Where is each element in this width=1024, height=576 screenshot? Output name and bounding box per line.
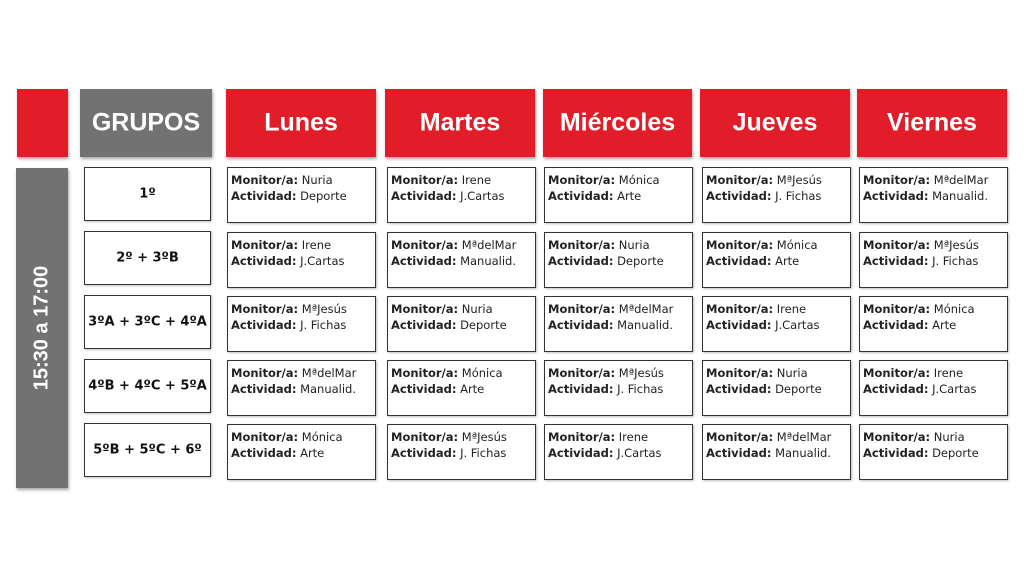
activity-line <box>863 317 1007 333</box>
group-label: 3ºA + 3ºC + 4ºA <box>88 314 207 330</box>
monitor-line <box>231 172 375 188</box>
activity-name: Deporte <box>932 446 979 460</box>
activity-name: J.Cartas <box>617 446 662 460</box>
activity-line <box>706 445 850 461</box>
time-slot-label: 15:30 a 17:00 <box>30 265 53 391</box>
monitor-line <box>548 301 692 317</box>
activity-name: Manualid. <box>775 446 832 460</box>
activity-line <box>863 188 1007 204</box>
activity-label: Actividad: <box>231 189 297 203</box>
monitor-label: Monitor/a: <box>863 173 931 187</box>
activity-label: Actividad: <box>706 382 772 396</box>
monitor-label: Monitor/a: <box>863 366 931 380</box>
monitor-name: Irene <box>933 366 964 380</box>
activity-name: J.Cartas <box>775 318 820 332</box>
monitor-line <box>863 301 1007 317</box>
schedule-cell <box>702 296 851 352</box>
schedule-cell <box>859 232 1008 288</box>
activity-label: Actividad: <box>706 189 772 203</box>
monitor-name: Nuria <box>933 430 965 444</box>
monitor-name: Irene <box>776 302 807 316</box>
activity-name: J. Fichas <box>300 318 347 332</box>
monitor-name: MªJesús <box>776 173 822 187</box>
monitor-label: Monitor/a: <box>548 366 616 380</box>
monitor-label: Monitor/a: <box>231 430 299 444</box>
schedule-cell <box>387 167 536 223</box>
activity-label: Actividad: <box>706 254 772 268</box>
monitor-name: MªdelMar <box>461 238 517 252</box>
activity-line <box>391 445 535 461</box>
activity-name: Arte <box>775 254 800 268</box>
monitor-label: Monitor/a: <box>391 238 459 252</box>
activity-name: Arte <box>460 382 485 396</box>
monitor-line <box>231 237 375 253</box>
activity-label: Actividad: <box>863 446 929 460</box>
group-cell <box>84 423 211 477</box>
group-cell <box>84 359 211 413</box>
activity-line <box>548 381 692 397</box>
activity-line <box>231 253 375 269</box>
monitor-label: Monitor/a: <box>863 238 931 252</box>
activity-line <box>231 445 375 461</box>
monitor-line <box>706 172 850 188</box>
activity-label: Actividad: <box>231 382 297 396</box>
activity-name: Manualid. <box>932 189 989 203</box>
activity-name: Arte <box>300 446 325 460</box>
monitor-label: Monitor/a: <box>391 366 459 380</box>
activity-line <box>391 188 535 204</box>
activity-name: J.Cartas <box>300 254 345 268</box>
monitor-label: Monitor/a: <box>863 430 931 444</box>
monitor-name: MªJesús <box>933 238 979 252</box>
activity-label: Actividad: <box>863 382 929 396</box>
monitor-label: Monitor/a: <box>391 430 459 444</box>
activity-label: Actividad: <box>706 446 772 460</box>
monitor-line <box>706 365 850 381</box>
monitor-name: Mónica <box>776 238 818 252</box>
day-header-label: Martes <box>419 108 501 137</box>
monitor-name: MªdelMar <box>776 430 832 444</box>
schedule-cell <box>227 424 376 480</box>
day-header-label: Miércoles <box>559 108 676 137</box>
monitor-name: Irene <box>618 430 649 444</box>
monitor-label: Monitor/a: <box>706 302 774 316</box>
activity-line <box>548 317 692 333</box>
schedule-cell <box>387 296 536 352</box>
group-cell <box>84 167 211 221</box>
monitor-name: Nuria <box>461 302 493 316</box>
group-cell <box>84 295 211 349</box>
monitor-line <box>548 429 692 445</box>
activity-line <box>391 317 535 333</box>
activity-name: J. Fichas <box>775 189 822 203</box>
activity-label: Actividad: <box>231 446 297 460</box>
day-header-label: Jueves <box>732 108 818 137</box>
monitor-name: Irene <box>461 173 492 187</box>
activity-name: Manualid. <box>300 382 357 396</box>
activity-label: Actividad: <box>863 254 929 268</box>
monitor-name: Mónica <box>933 302 975 316</box>
monitor-line <box>391 429 535 445</box>
activity-label: Actividad: <box>548 382 614 396</box>
activity-label: Actividad: <box>391 382 457 396</box>
activity-line <box>231 317 375 333</box>
activity-line <box>548 253 692 269</box>
monitor-name: Irene <box>301 238 332 252</box>
monitor-line <box>706 301 850 317</box>
monitor-line <box>391 301 535 317</box>
monitor-name: MªdelMar <box>301 366 357 380</box>
activity-label: Actividad: <box>863 318 929 332</box>
activity-label: Actividad: <box>706 318 772 332</box>
monitor-name: Nuria <box>301 173 333 187</box>
activity-label: Actividad: <box>391 446 457 460</box>
activity-name: J. Fichas <box>932 254 979 268</box>
schedule-cell <box>544 296 693 352</box>
activity-line <box>548 445 692 461</box>
activity-line <box>706 188 850 204</box>
monitor-line <box>548 172 692 188</box>
activity-label: Actividad: <box>391 189 457 203</box>
day-header-label: Lunes <box>264 108 338 137</box>
activity-line <box>391 381 535 397</box>
activity-line <box>706 253 850 269</box>
activity-name: J. Fichas <box>617 382 664 396</box>
activity-name: Deporte <box>617 254 664 268</box>
schedule-cell <box>544 232 693 288</box>
group-label: 5ºB + 5ºC + 6º <box>93 442 202 458</box>
group-label: 2º + 3ºB <box>116 250 179 266</box>
monitor-label: Monitor/a: <box>548 173 616 187</box>
activity-label: Actividad: <box>231 318 297 332</box>
activity-line <box>706 381 850 397</box>
monitor-label: Monitor/a: <box>706 366 774 380</box>
group-cell <box>84 231 211 285</box>
activity-line <box>863 445 1007 461</box>
activity-name: Manualid. <box>460 254 517 268</box>
monitor-name: Nuria <box>776 366 808 380</box>
activity-name: Deporte <box>300 189 347 203</box>
monitor-name: Mónica <box>301 430 343 444</box>
monitor-name: MªdelMar <box>933 173 989 187</box>
activity-label: Actividad: <box>548 446 614 460</box>
activity-label: Actividad: <box>548 254 614 268</box>
schedule-cell <box>387 360 536 416</box>
schedule-cell <box>227 232 376 288</box>
activity-name: J.Cartas <box>932 382 977 396</box>
activity-name: J. Fichas <box>460 446 507 460</box>
monitor-label: Monitor/a: <box>231 238 299 252</box>
monitor-label: Monitor/a: <box>231 366 299 380</box>
activity-line <box>391 253 535 269</box>
schedule-cell <box>859 296 1008 352</box>
group-label: 1º <box>139 186 156 202</box>
schedule-cell <box>702 360 851 416</box>
monitor-line <box>706 429 850 445</box>
day-header-label: Viernes <box>887 108 977 137</box>
schedule-cell <box>702 167 851 223</box>
activity-label: Actividad: <box>231 254 297 268</box>
monitor-name: MªJesús <box>461 430 507 444</box>
schedule-cell <box>227 360 376 416</box>
schedule-cell <box>227 167 376 223</box>
day-header-wednesday <box>543 89 692 157</box>
groups-header-label: GRUPOS <box>91 108 201 137</box>
activity-line <box>706 317 850 333</box>
activity-name: J.Cartas <box>460 189 505 203</box>
activity-label: Actividad: <box>548 318 614 332</box>
monitor-line <box>548 237 692 253</box>
monitor-line <box>391 365 535 381</box>
monitor-label: Monitor/a: <box>391 302 459 316</box>
monitor-name: Mónica <box>461 366 503 380</box>
monitor-label: Monitor/a: <box>706 238 774 252</box>
monitor-name: Mónica <box>618 173 660 187</box>
day-header-thursday <box>700 89 850 157</box>
monitor-label: Monitor/a: <box>548 238 616 252</box>
monitor-line <box>548 365 692 381</box>
monitor-line <box>391 172 535 188</box>
activity-name: Deporte <box>775 382 822 396</box>
monitor-label: Monitor/a: <box>548 430 616 444</box>
monitor-line <box>231 365 375 381</box>
groups-header <box>80 89 212 157</box>
schedule-cell <box>387 424 536 480</box>
activity-line <box>231 188 375 204</box>
activity-label: Actividad: <box>391 254 457 268</box>
schedule-cell <box>544 360 693 416</box>
monitor-line <box>863 237 1007 253</box>
monitor-line <box>706 237 850 253</box>
monitor-label: Monitor/a: <box>863 302 931 316</box>
day-header-monday <box>226 89 376 157</box>
monitor-name: MªJesús <box>301 302 347 316</box>
monitor-name: Nuria <box>618 238 650 252</box>
monitor-label: Monitor/a: <box>231 173 299 187</box>
monitor-line <box>391 237 535 253</box>
schedule-cell <box>859 360 1008 416</box>
activity-line <box>863 381 1007 397</box>
schedule-cell <box>544 424 693 480</box>
monitor-line <box>863 429 1007 445</box>
activity-name: Arte <box>932 318 957 332</box>
monitor-line <box>863 365 1007 381</box>
monitor-name: MªJesús <box>618 366 664 380</box>
activity-name: Manualid. <box>617 318 674 332</box>
activity-line <box>548 188 692 204</box>
monitor-name: MªdelMar <box>618 302 674 316</box>
monitor-label: Monitor/a: <box>548 302 616 316</box>
monitor-line <box>863 172 1007 188</box>
group-label: 4ºB + 4ºC + 5ºA <box>88 378 207 394</box>
day-header-friday <box>857 89 1007 157</box>
monitor-line <box>231 301 375 317</box>
activity-label: Actividad: <box>548 189 614 203</box>
activity-label: Actividad: <box>863 189 929 203</box>
schedule-cell <box>387 232 536 288</box>
schedule-cell <box>544 167 693 223</box>
activity-name: Deporte <box>460 318 507 332</box>
monitor-label: Monitor/a: <box>231 302 299 316</box>
schedule-cell <box>859 167 1008 223</box>
activity-line <box>863 253 1007 269</box>
monitor-line <box>231 429 375 445</box>
schedule-cell <box>702 424 851 480</box>
day-header-tuesday <box>385 89 535 157</box>
activity-name: Arte <box>617 189 642 203</box>
monitor-label: Monitor/a: <box>706 430 774 444</box>
monitor-label: Monitor/a: <box>391 173 459 187</box>
schedule-cell <box>702 232 851 288</box>
activity-label: Actividad: <box>391 318 457 332</box>
schedule-cell <box>859 424 1008 480</box>
time-slot-bar <box>16 168 68 488</box>
activity-line <box>231 381 375 397</box>
monitor-label: Monitor/a: <box>706 173 774 187</box>
corner-block <box>17 89 68 157</box>
schedule-cell <box>227 296 376 352</box>
